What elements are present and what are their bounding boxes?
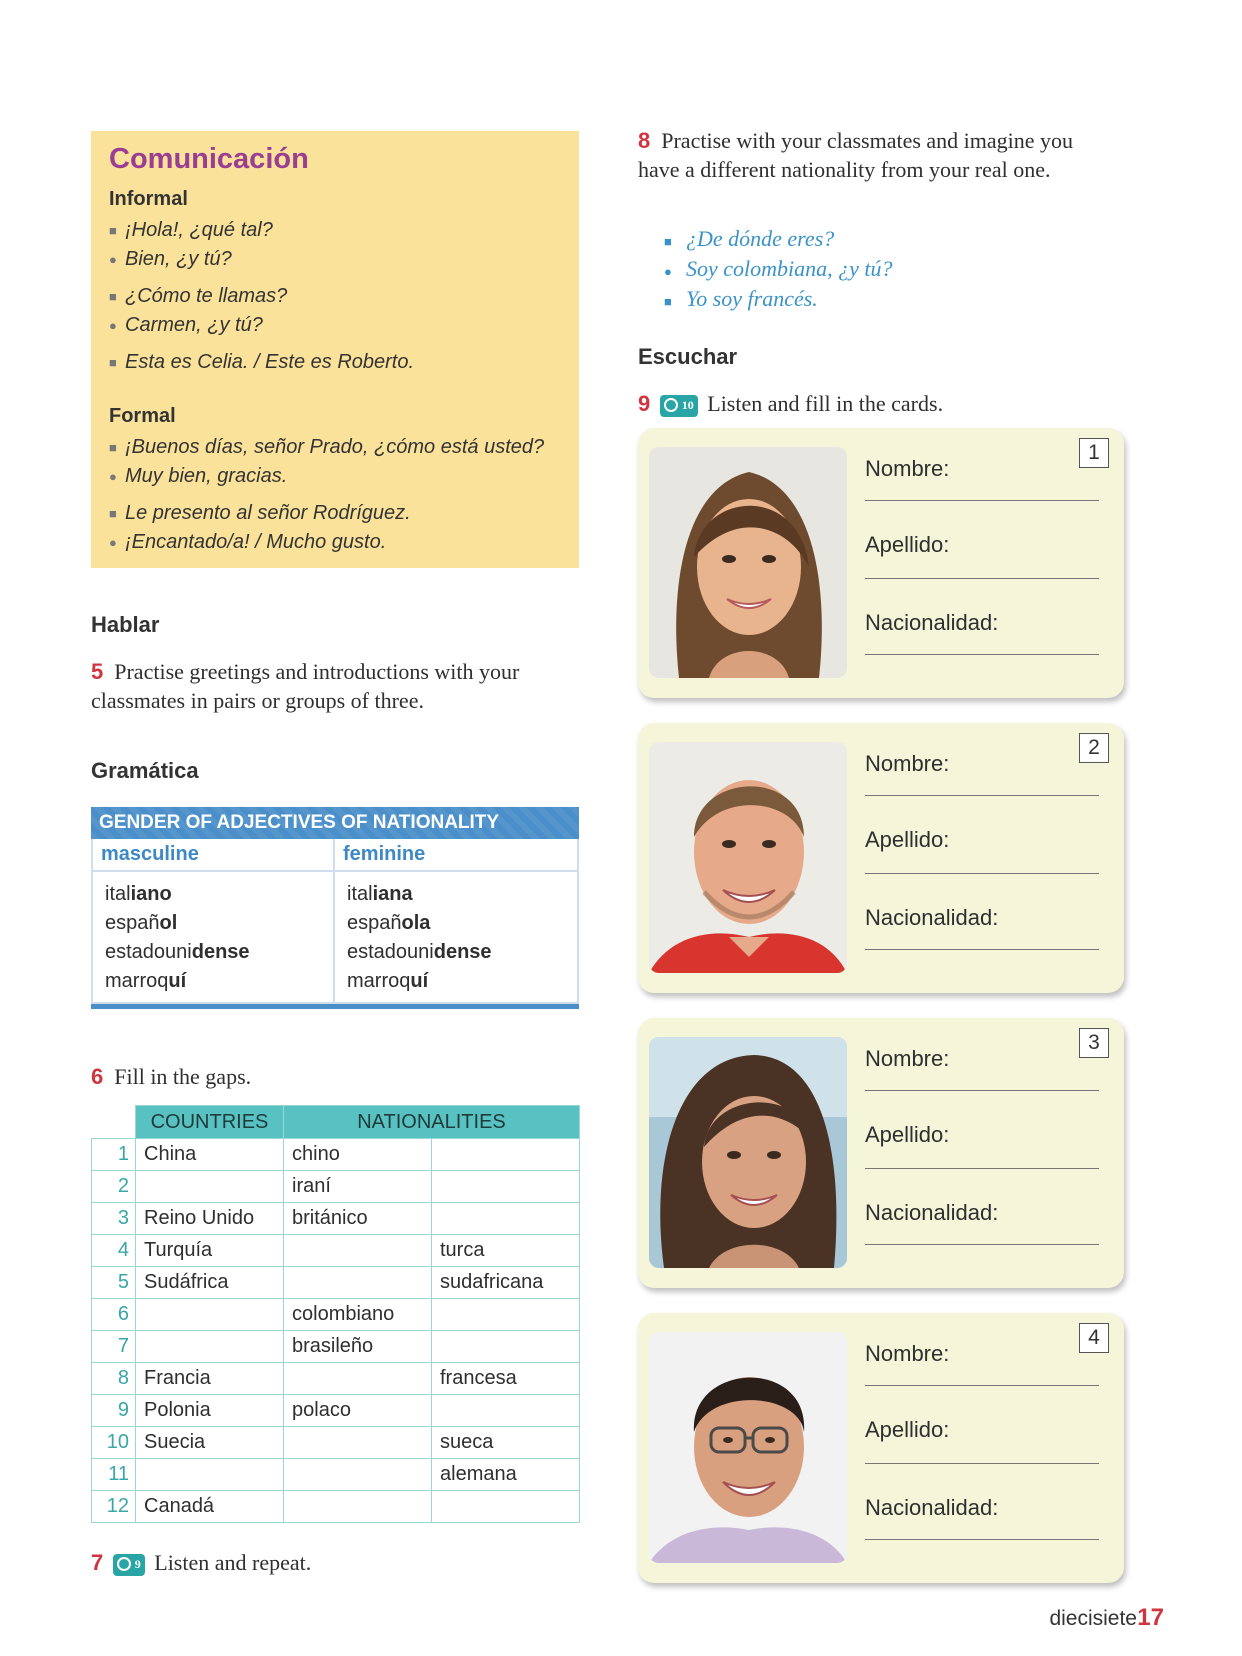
feminine-cell: sueca (432, 1427, 580, 1459)
exercise-5 (91, 657, 591, 715)
dialog-line: ● Muy bien, gracias. (109, 462, 561, 491)
nacionalidad-input-line[interactable] (865, 949, 1099, 950)
nombre-input-line[interactable] (865, 1385, 1099, 1386)
exercise-6 (91, 1062, 251, 1091)
exercise-text: Practise with your classmates and imagine you have a different nationality from your real one. (638, 128, 1074, 182)
exercise-number: 8 (638, 128, 651, 153)
masculine-cell: brasileño (284, 1331, 432, 1363)
exercise-text: Practise greetings and introductions with your classmates in pairs or groups of three. (91, 659, 520, 713)
feminine-cell: francesa (432, 1363, 580, 1395)
row-number: 6 (92, 1299, 136, 1331)
table-row (92, 1299, 580, 1331)
square-bullet-icon: ■ (664, 234, 672, 249)
comunicacion-title: Comunicación (109, 143, 309, 175)
masculine-cell[interactable] (284, 1491, 432, 1523)
row-number: 8 (92, 1363, 136, 1395)
card-number: 3 (1079, 1028, 1109, 1058)
country-cell[interactable] (136, 1171, 284, 1203)
nombre-input-line[interactable] (865, 500, 1099, 501)
formal-label: Formal (109, 405, 176, 427)
nacionalidad-label: Nacionalidad: (865, 610, 999, 635)
nombre-input-line[interactable] (865, 795, 1099, 796)
masculine-cell: británico (284, 1203, 432, 1235)
feminine-cell[interactable] (432, 1299, 580, 1331)
exercise-8 (638, 126, 1118, 184)
exercise-9 (638, 389, 943, 418)
apellido-label: Apellido: (865, 1122, 950, 1147)
country-cell: Suecia (136, 1427, 284, 1459)
nacionalidad-label: Nacionalidad: (865, 905, 999, 930)
row-number: 5 (92, 1267, 136, 1299)
comunicacion-box (91, 131, 579, 568)
portrait-photo (649, 447, 847, 678)
dialog-line: ■ ¿De dónde eres? (664, 226, 835, 251)
table-row (92, 1395, 580, 1427)
portrait-photo (649, 1332, 847, 1563)
masculine-cell: iraní (284, 1171, 432, 1203)
country-cell[interactable] (136, 1299, 284, 1331)
circle-bullet-icon: ● (109, 469, 117, 484)
dialog-line: ● ¡Encantado/a! / Mucho gusto. (109, 528, 561, 557)
exercise-7 (91, 1548, 311, 1577)
circle-bullet-icon: ● (664, 264, 672, 279)
dialog-line: ■ Le presento al señor Rodríguez. (109, 499, 561, 528)
dialog-line: ■ ¿Cómo te llamas? (109, 282, 561, 311)
row-number: 3 (92, 1203, 136, 1235)
table-row (92, 1459, 580, 1491)
square-bullet-icon: ■ (109, 223, 117, 238)
exercise-text: Listen and fill in the cards. (707, 391, 944, 416)
square-bullet-icon: ■ (109, 506, 117, 521)
nacionalidad-label: Nacionalidad: (865, 1495, 999, 1520)
feminine-cell: turca (432, 1235, 580, 1267)
page-number-word: diecisiete (1049, 1607, 1137, 1630)
dialog-line: ● Soy colombiana, ¿y tú? (664, 256, 893, 281)
table-row (92, 1331, 580, 1363)
gender-adjectives-table (91, 807, 579, 1009)
square-bullet-icon: ■ (664, 294, 672, 309)
apellido-label: Apellido: (865, 827, 950, 852)
dialog-line: ● Bien, ¿y tú? (109, 245, 561, 274)
country-cell: Turquía (136, 1235, 284, 1267)
column-header-masculine: masculine (93, 839, 335, 872)
row-number: 12 (92, 1491, 136, 1523)
masculine-cell: chino (284, 1139, 432, 1171)
nombre-input-line[interactable] (865, 1090, 1099, 1091)
nombre-label: Nombre: (865, 1046, 950, 1071)
dialog-line: ● Carmen, ¿y tú? (109, 311, 561, 340)
feminine-cell[interactable] (432, 1203, 580, 1235)
masculine-cell[interactable] (284, 1459, 432, 1491)
gramatica-heading: Gramática (91, 758, 199, 783)
gender-table-title: GENDER OF ADJECTIVES OF NATIONALITY (91, 807, 579, 839)
nombre-label: Nombre: (865, 1341, 950, 1366)
country-cell: Polonia (136, 1395, 284, 1427)
country-cell[interactable] (136, 1459, 284, 1491)
table-row (92, 1363, 580, 1395)
escuchar-heading: Escuchar (638, 344, 738, 369)
nacionalidad-input-line[interactable] (865, 654, 1099, 655)
card-number: 1 (1079, 438, 1109, 468)
exercise-text: Listen and repeat. (154, 1550, 312, 1575)
id-card-2 (638, 723, 1124, 993)
id-card-4 (638, 1313, 1124, 1583)
dialog-line: ■ Esta es Celia. / Este es Roberto. (109, 348, 561, 377)
table-row (92, 1427, 580, 1459)
informal-label: Informal (109, 188, 188, 210)
feminine-cell[interactable] (432, 1171, 580, 1203)
column-header-countries: COUNTRIES (136, 1106, 284, 1139)
feminine-cell[interactable] (432, 1331, 580, 1363)
row-number: 2 (92, 1171, 136, 1203)
square-bullet-icon: ■ (109, 355, 117, 370)
audio-cd-icon[interactable]: 10 (660, 395, 698, 417)
table-row (92, 1139, 580, 1171)
table-row (92, 1235, 580, 1267)
masculine-cell: polaco (284, 1395, 432, 1427)
dialog-line: ■ ¡Hola!, ¿qué tal? (109, 216, 561, 245)
row-number: 9 (92, 1395, 136, 1427)
column-header-feminine: feminine (335, 839, 577, 872)
feminine-list: italiana española estadounidense marroquí (347, 883, 492, 992)
masculine-list: italiano español estadounidense marroquí (93, 872, 335, 1002)
card-number: 2 (1079, 733, 1109, 763)
table-row (92, 1203, 580, 1235)
apellido-input-line[interactable] (865, 578, 1099, 579)
masculine-cell[interactable] (284, 1427, 432, 1459)
row-number: 4 (92, 1235, 136, 1267)
country-cell: Canadá (136, 1491, 284, 1523)
id-card-1 (638, 428, 1124, 698)
country-cell[interactable] (136, 1331, 284, 1363)
feminine-cell[interactable] (432, 1395, 580, 1427)
apellido-label: Apellido: (865, 1417, 950, 1442)
audio-cd-icon[interactable]: 9 (113, 1554, 145, 1576)
exercise-number: 9 (638, 391, 651, 416)
row-number: 1 (92, 1139, 136, 1171)
table-row (92, 1171, 580, 1203)
circle-bullet-icon: ● (109, 252, 117, 267)
card-number: 4 (1079, 1323, 1109, 1353)
apellido-input-line[interactable] (865, 1463, 1099, 1464)
row-number: 11 (92, 1459, 136, 1491)
id-card-3 (638, 1018, 1124, 1288)
masculine-cell[interactable] (284, 1235, 432, 1267)
country-cell: Reino Unido (136, 1203, 284, 1235)
nombre-label: Nombre: (865, 751, 950, 776)
apellido-label: Apellido: (865, 532, 950, 557)
nacionalidad-input-line[interactable] (865, 1244, 1099, 1245)
country-cell: Sudáfrica (136, 1267, 284, 1299)
dialog-line: ■ Yo soy francés. (664, 286, 818, 311)
masculine-cell: colombiano (284, 1299, 432, 1331)
hablar-heading: Hablar (91, 612, 160, 637)
country-cell: Francia (136, 1363, 284, 1395)
exercise-text: Fill in the gaps. (114, 1064, 252, 1089)
country-cell: China (136, 1139, 284, 1171)
exercise-number: 7 (91, 1550, 104, 1575)
feminine-cell: alemana (432, 1459, 580, 1491)
nacionalidad-label: Nacionalidad: (865, 1200, 999, 1225)
circle-bullet-icon: ● (109, 535, 117, 550)
feminine-cell[interactable] (432, 1491, 580, 1523)
countries-nationalities-table (91, 1105, 580, 1523)
nombre-label: Nombre: (865, 456, 950, 481)
row-number: 10 (92, 1427, 136, 1459)
exercise-number: 6 (91, 1064, 104, 1089)
apellido-input-line[interactable] (865, 873, 1099, 874)
dialog-line: ■ ¡Buenos días, señor Prado, ¿cómo está usted? (109, 433, 561, 462)
column-header-nationalities: NATIONALITIES (284, 1106, 580, 1139)
masculine-cell[interactable] (284, 1267, 432, 1299)
circle-bullet-icon: ● (109, 318, 117, 333)
table-row (92, 1491, 580, 1523)
masculine-cell[interactable] (284, 1363, 432, 1395)
page-number: 17 (1137, 1604, 1164, 1631)
feminine-cell: sudafricana (432, 1267, 580, 1299)
square-bullet-icon: ■ (109, 289, 117, 304)
apellido-input-line[interactable] (865, 1168, 1099, 1169)
portrait-photo (649, 1037, 847, 1268)
table-row (92, 1267, 580, 1299)
square-bullet-icon: ■ (109, 440, 117, 455)
exercise-number: 5 (91, 659, 104, 684)
nacionalidad-input-line[interactable] (865, 1539, 1099, 1540)
feminine-cell[interactable] (432, 1139, 580, 1171)
row-number: 7 (92, 1331, 136, 1363)
portrait-photo (649, 742, 847, 973)
